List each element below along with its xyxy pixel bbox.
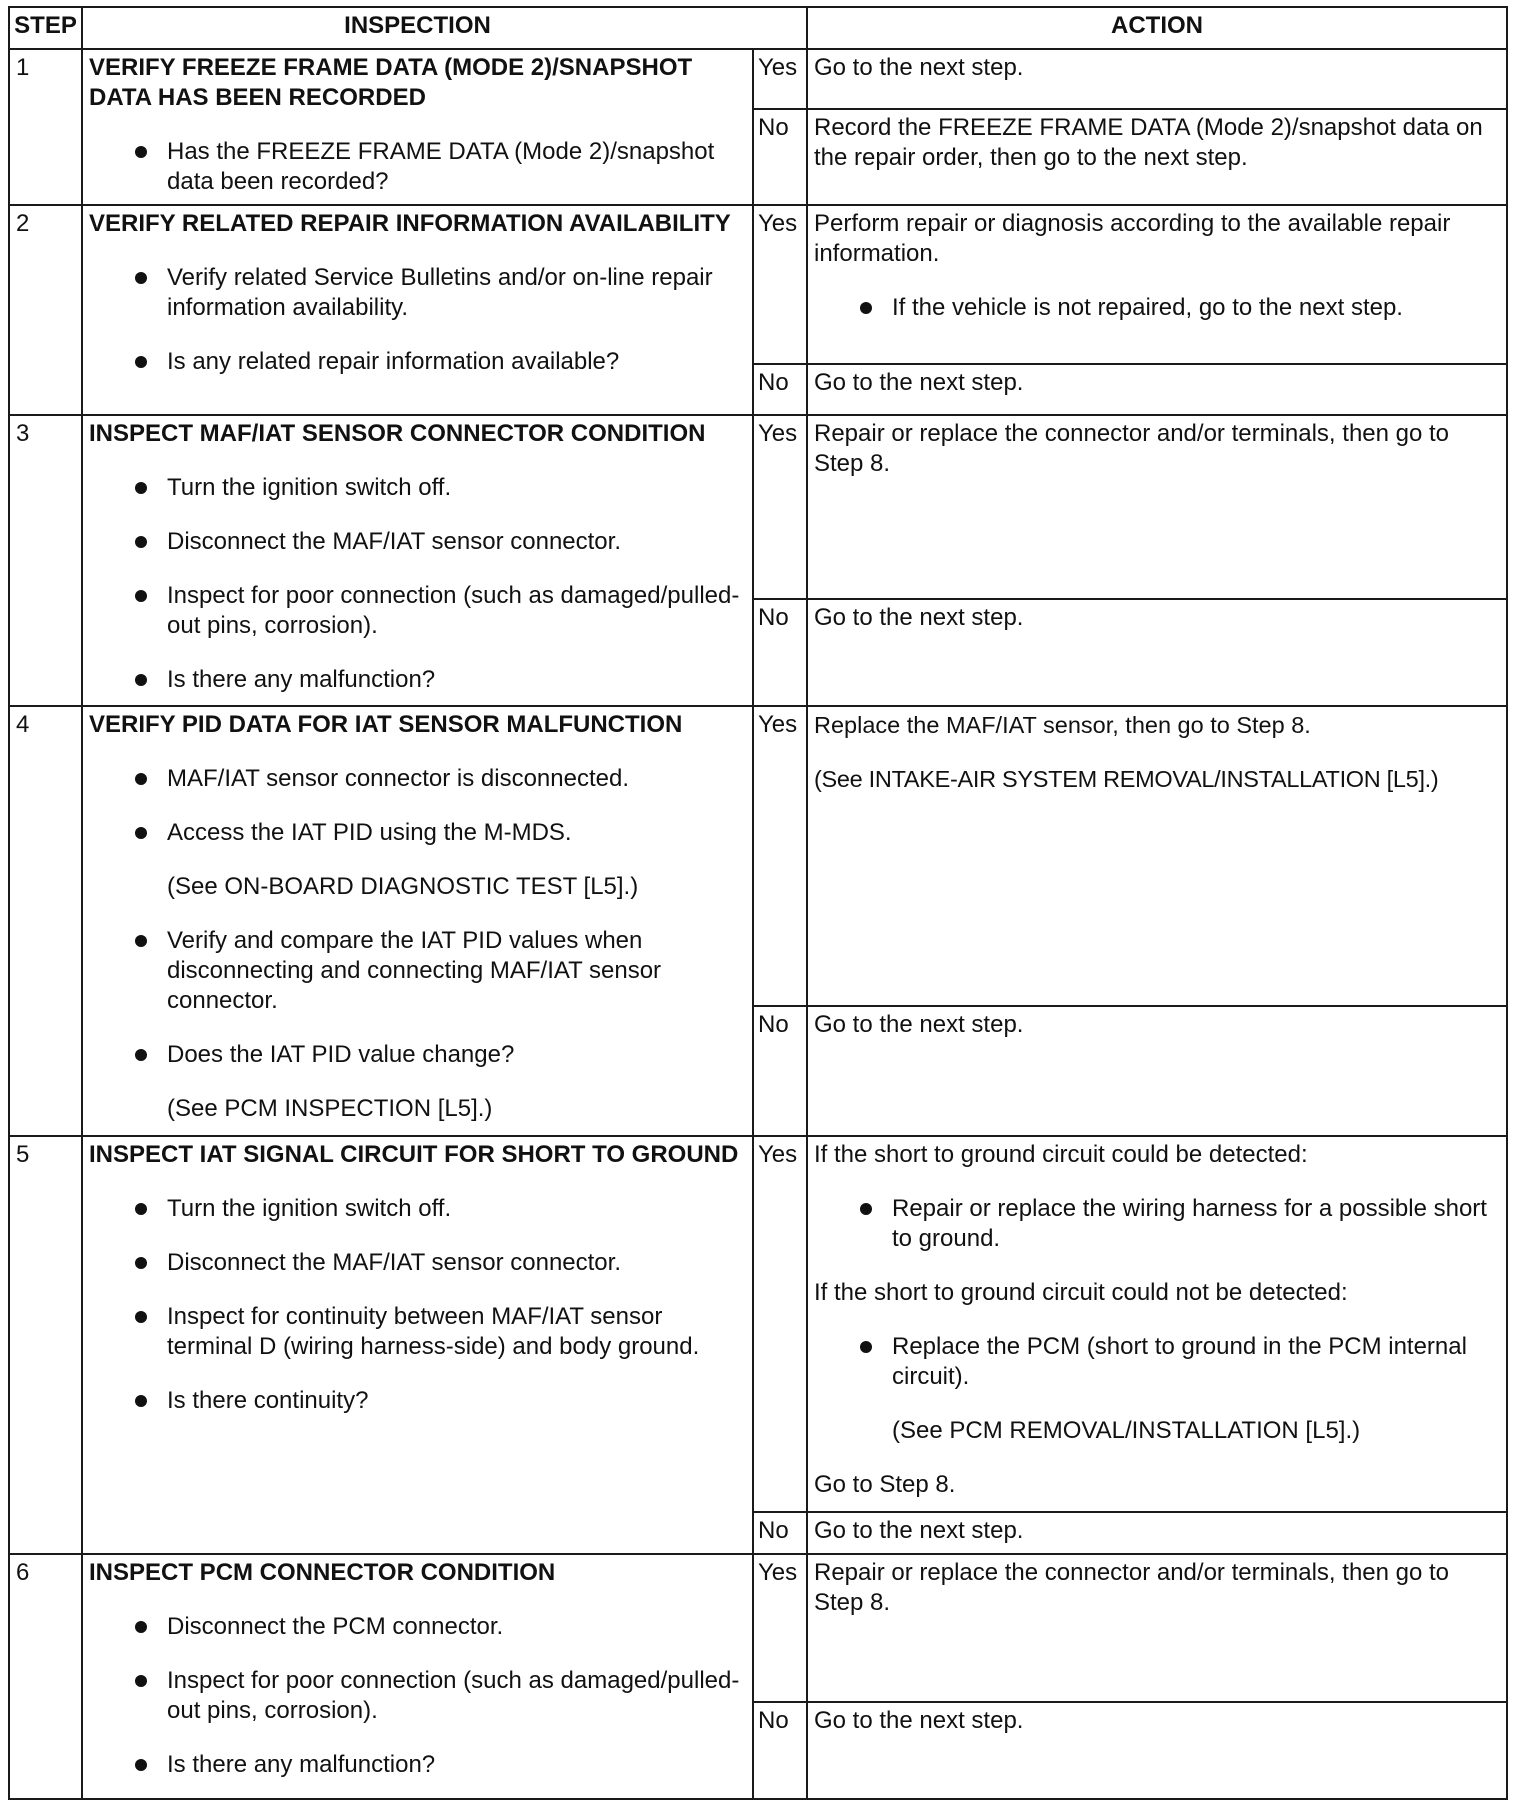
step-title: VERIFY FREEZE FRAME DATA (MODE 2)/SNAPSHOT DATA HAS BEEN RECORDED [89, 54, 693, 111]
action-text: If the short to ground circuit could not be detected: [814, 1279, 1348, 1306]
inspection-item: Verify related Service Bulletins and/or on-line repair information availability. [89, 263, 746, 323]
step-title: INSPECT IAT SIGNAL CIRCUIT FOR SHORT TO GROUND [89, 1141, 739, 1168]
inspection-item: MAF/IAT sensor connector is disconnected. [89, 764, 746, 794]
header-step: STEP [14, 12, 77, 39]
inspection-item: Disconnect the PCM connector. [89, 1612, 746, 1642]
no-label: No [758, 1011, 789, 1038]
step-inspection [83, 1555, 752, 1783]
step-inspection [83, 50, 752, 200]
no-label: No [758, 369, 789, 396]
no-label: No [758, 604, 789, 631]
yes-action: Repair or replace the connector and/or terminals, then go to Step 8. [814, 1559, 1450, 1616]
no-action: Go to the next step. [814, 369, 1024, 396]
inspection-item: Inspect for continuity between MAF/IAT sensor terminal D (wiring harness-side) and body ground. [89, 1302, 746, 1362]
step-number: 3 [16, 420, 30, 447]
yes-action [808, 707, 1506, 797]
action-item: Repair or replace the wiring harness for a possible short to ground. [814, 1194, 1500, 1254]
step-title: VERIFY PID DATA FOR IAT SENSOR MALFUNCTION [89, 711, 683, 738]
yes-label: Yes [758, 210, 798, 237]
inspection-item: Inspect for poor connection (such as damaged/pulled-out pins, corrosion). [89, 1666, 746, 1726]
inspection-item: Disconnect the MAF/IAT sensor connector. [89, 527, 746, 557]
action-note: (See INTAKE-AIR SYSTEM REMOVAL/INSTALLATION [L5].) [814, 766, 1439, 792]
inspection-item: Inspect for poor connection (such as damaged/pulled-out pins, corrosion). [89, 581, 746, 641]
no-action: Go to the next step. [814, 1517, 1024, 1544]
yes-action [808, 1137, 1506, 1503]
action-note: (See PCM REMOVAL/INSTALLATION [L5].) [892, 1417, 1361, 1444]
inspection-item: Is there any malfunction? [89, 665, 746, 695]
inspection-item: Disconnect the MAF/IAT sensor connector. [89, 1248, 746, 1278]
no-action: Go to the next step. [814, 1011, 1024, 1038]
inspection-item: Is there continuity? [89, 1386, 746, 1416]
inspection-item: Is any related repair information available? [89, 347, 746, 377]
step-number: 2 [16, 210, 30, 237]
step-number: 4 [16, 711, 30, 738]
action-text: Replace the MAF/IAT sensor, then go to Step 8. [814, 712, 1311, 738]
step-number: 5 [16, 1141, 30, 1168]
header-action: ACTION [1111, 12, 1203, 39]
no-action: Record the FREEZE FRAME DATA (Mode 2)/snapshot data on the repair order, then go to the next step. [814, 114, 1483, 171]
no-label: No [758, 1517, 789, 1544]
step-inspection [83, 707, 752, 1127]
inspection-note: (See PCM INSPECTION [L5].) [167, 1095, 493, 1122]
step-title: VERIFY RELATED REPAIR INFORMATION AVAILABILITY [89, 210, 731, 237]
yes-action [808, 206, 1506, 326]
action-text: Go to Step 8. [814, 1471, 956, 1498]
action-text: Perform repair or diagnosis according to the available repair information. [814, 210, 1451, 267]
yes-action: Go to the next step. [814, 54, 1024, 81]
step-inspection [83, 1137, 752, 1419]
action-item: If the vehicle is not repaired, go to the next step. [814, 293, 1500, 323]
yes-label: Yes [758, 711, 798, 738]
yes-label: Yes [758, 1141, 798, 1168]
step-inspection [83, 416, 752, 698]
yes-action: Repair or replace the connector and/or terminals, then go to Step 8. [814, 420, 1450, 477]
no-label: No [758, 114, 789, 141]
inspection-item: Turn the ignition switch off. [89, 473, 746, 503]
step-inspection [83, 206, 752, 380]
inspection-item: Turn the ignition switch off. [89, 1194, 746, 1224]
header-inspection: INSPECTION [344, 12, 491, 39]
inspection-item: Is there any malfunction? [89, 1750, 746, 1780]
no-label: No [758, 1707, 789, 1734]
inspection-note: (See ON-BOARD DIAGNOSTIC TEST [L5].) [167, 873, 639, 900]
yes-label: Yes [758, 54, 798, 81]
step-number: 6 [16, 1559, 30, 1586]
inspection-item: Verify and compare the IAT PID values when disconnecting and connecting MAF/IAT sensor connector. [89, 926, 746, 1016]
no-action: Go to the next step. [814, 604, 1024, 631]
inspection-item: Has the FREEZE FRAME DATA (Mode 2)/snapshot data been recorded? [89, 137, 746, 197]
step-title: INSPECT MAF/IAT SENSOR CONNECTOR CONDITION [89, 420, 706, 447]
step-number: 1 [16, 54, 30, 81]
yes-label: Yes [758, 1559, 798, 1586]
action-text: If the short to ground circuit could be detected: [814, 1141, 1308, 1168]
diagnostic-table [8, 6, 1508, 1800]
action-item: Replace the PCM (short to ground in the PCM internal circuit). [814, 1332, 1500, 1392]
yes-label: Yes [758, 420, 798, 447]
inspection-item: Access the IAT PID using the M-MDS. [89, 818, 746, 848]
inspection-item: Does the IAT PID value change? [89, 1040, 746, 1070]
step-title: INSPECT PCM CONNECTOR CONDITION [89, 1559, 556, 1586]
no-action: Go to the next step. [814, 1707, 1024, 1734]
